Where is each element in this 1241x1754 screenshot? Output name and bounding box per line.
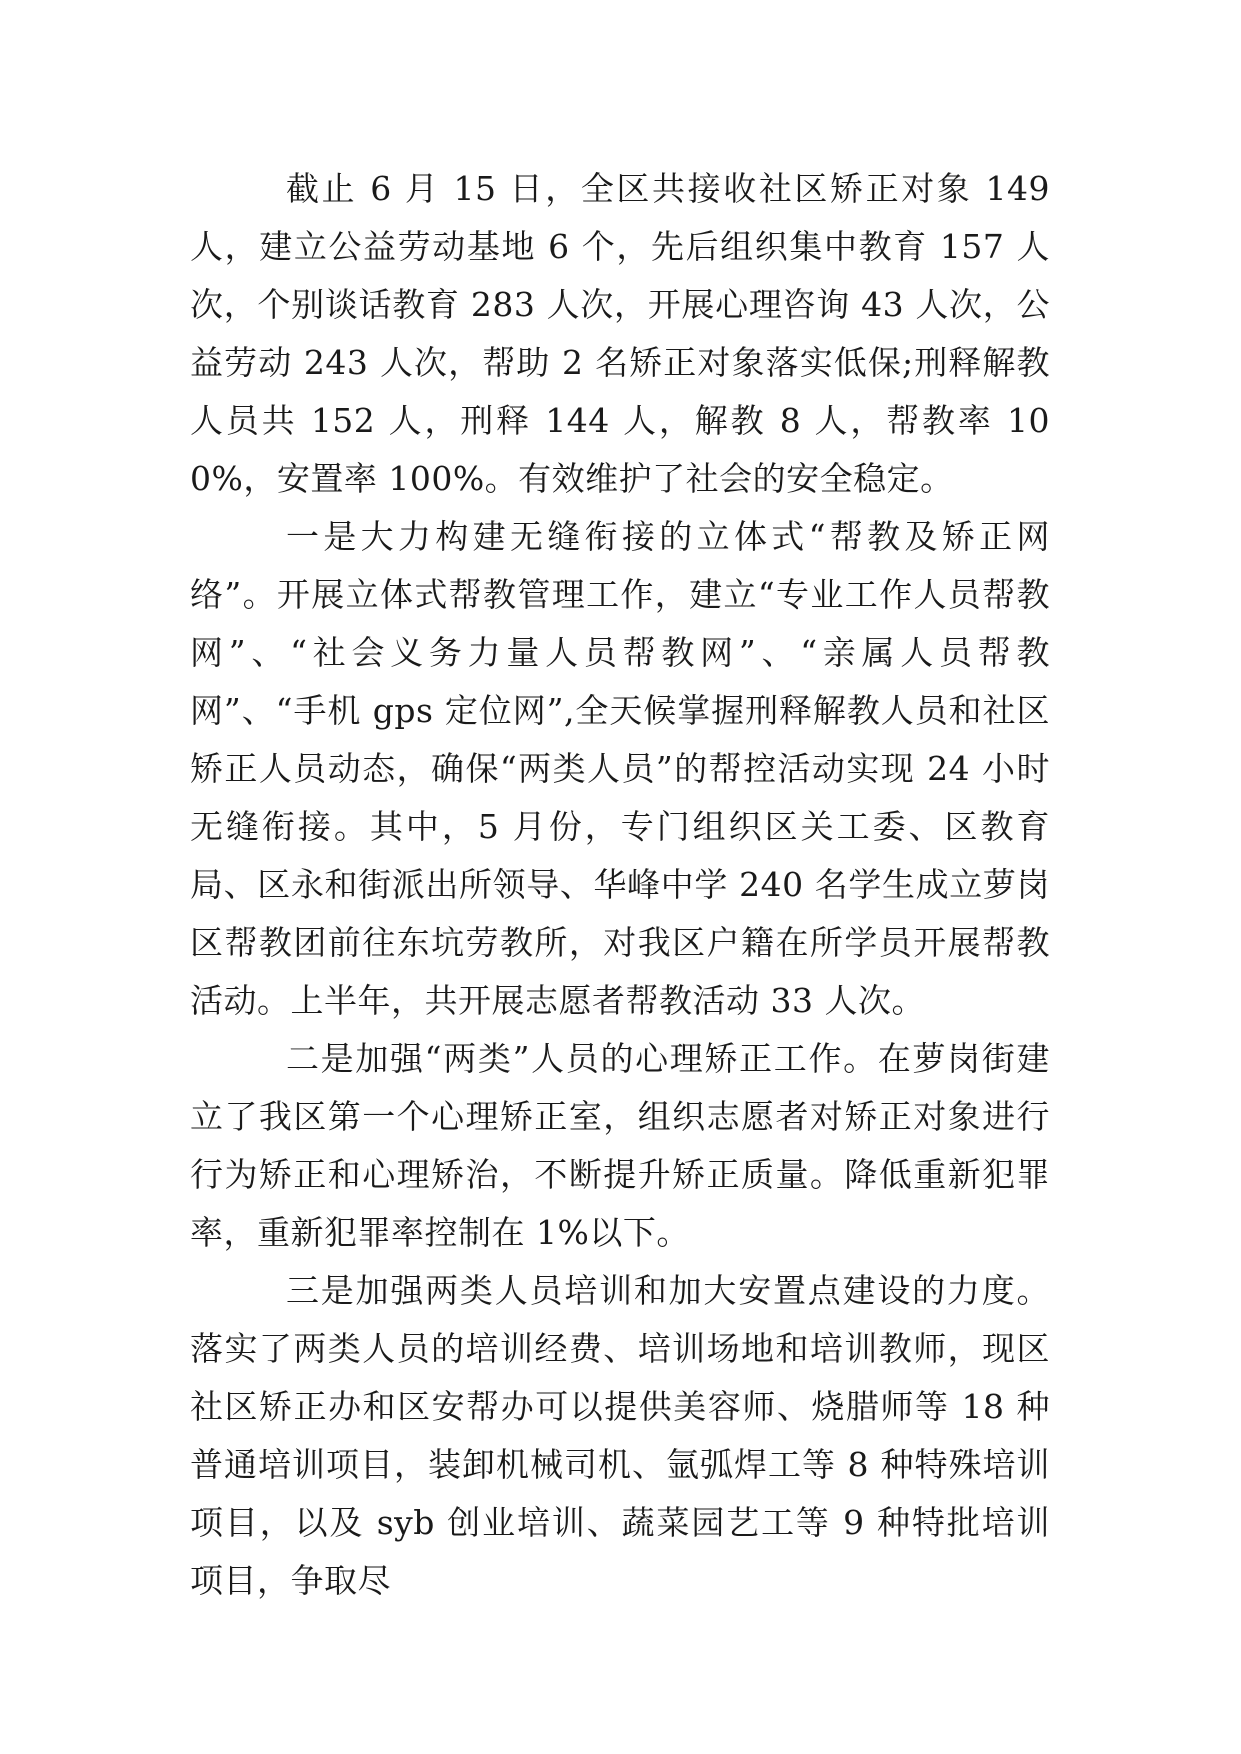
document-body — [190, 160, 1050, 1610]
paragraph-4: 三是加强两类人员培训和加大安置点建设的力度。落实了两类人员的培训经费、培训场地和培训教师，现区社区矫正办和区安帮办可以提供美容师、烧腊师等 18 种普通培训项目，装卸机械司机、氩弧焊工等 8 种特殊培训项目，以及 syb 创业培训、蔬菜园艺工等 9 种特批培训项目，争取尽 — [190, 1271, 1050, 1600]
paragraph-3: 二是加强“两类”人员的心理矫正工作。在萝岗街建立了我区第一个心理矫正室，组织志愿者对矫正对象进行行为矫正和心理矫治，不断提升矫正质量。降低重新犯罪率，重新犯罪率控制在 1%以下。 — [190, 1039, 1050, 1252]
paragraph-2: 一是大力构建无缝衔接的立体式“帮教及矫正网络”。开展立体式帮教管理工作，建立“专业工作人员帮教网”、“社会义务力量人员帮教网”、“亲属人员帮教网”、“手机 gps 定位网”,全天候掌握刑释解教人员和社区矫正人员动态，确保“两类人员”的帮控活动实现 24 小时无缝衔接。其中，5 月份，专门组织区关工委、区教育局、区永和街派出所领导、华峰中学 240 名学生成立萝岗区帮教团前往东坑劳教所，对我区户籍在所学员开展帮教活动。上半年，共开展志愿者帮教活动 33 人次。 — [190, 517, 1050, 1020]
paragraph-1: 截止 6 月 15 日，全区共接收社区矫正对象 149 人，建立公益劳动基地 6 个，先后组织集中教育 157 人次，个别谈话教育 283 人次，开展心理咨询 43 人次，公益劳动 243 人次，帮助 2 名矫正对象落实低保;刑释解教人员共 152 人，刑释 144 人，解教 8 人，帮教率 100%，安置率 100%。有效维护了社会的安全稳定。 — [190, 169, 1050, 498]
